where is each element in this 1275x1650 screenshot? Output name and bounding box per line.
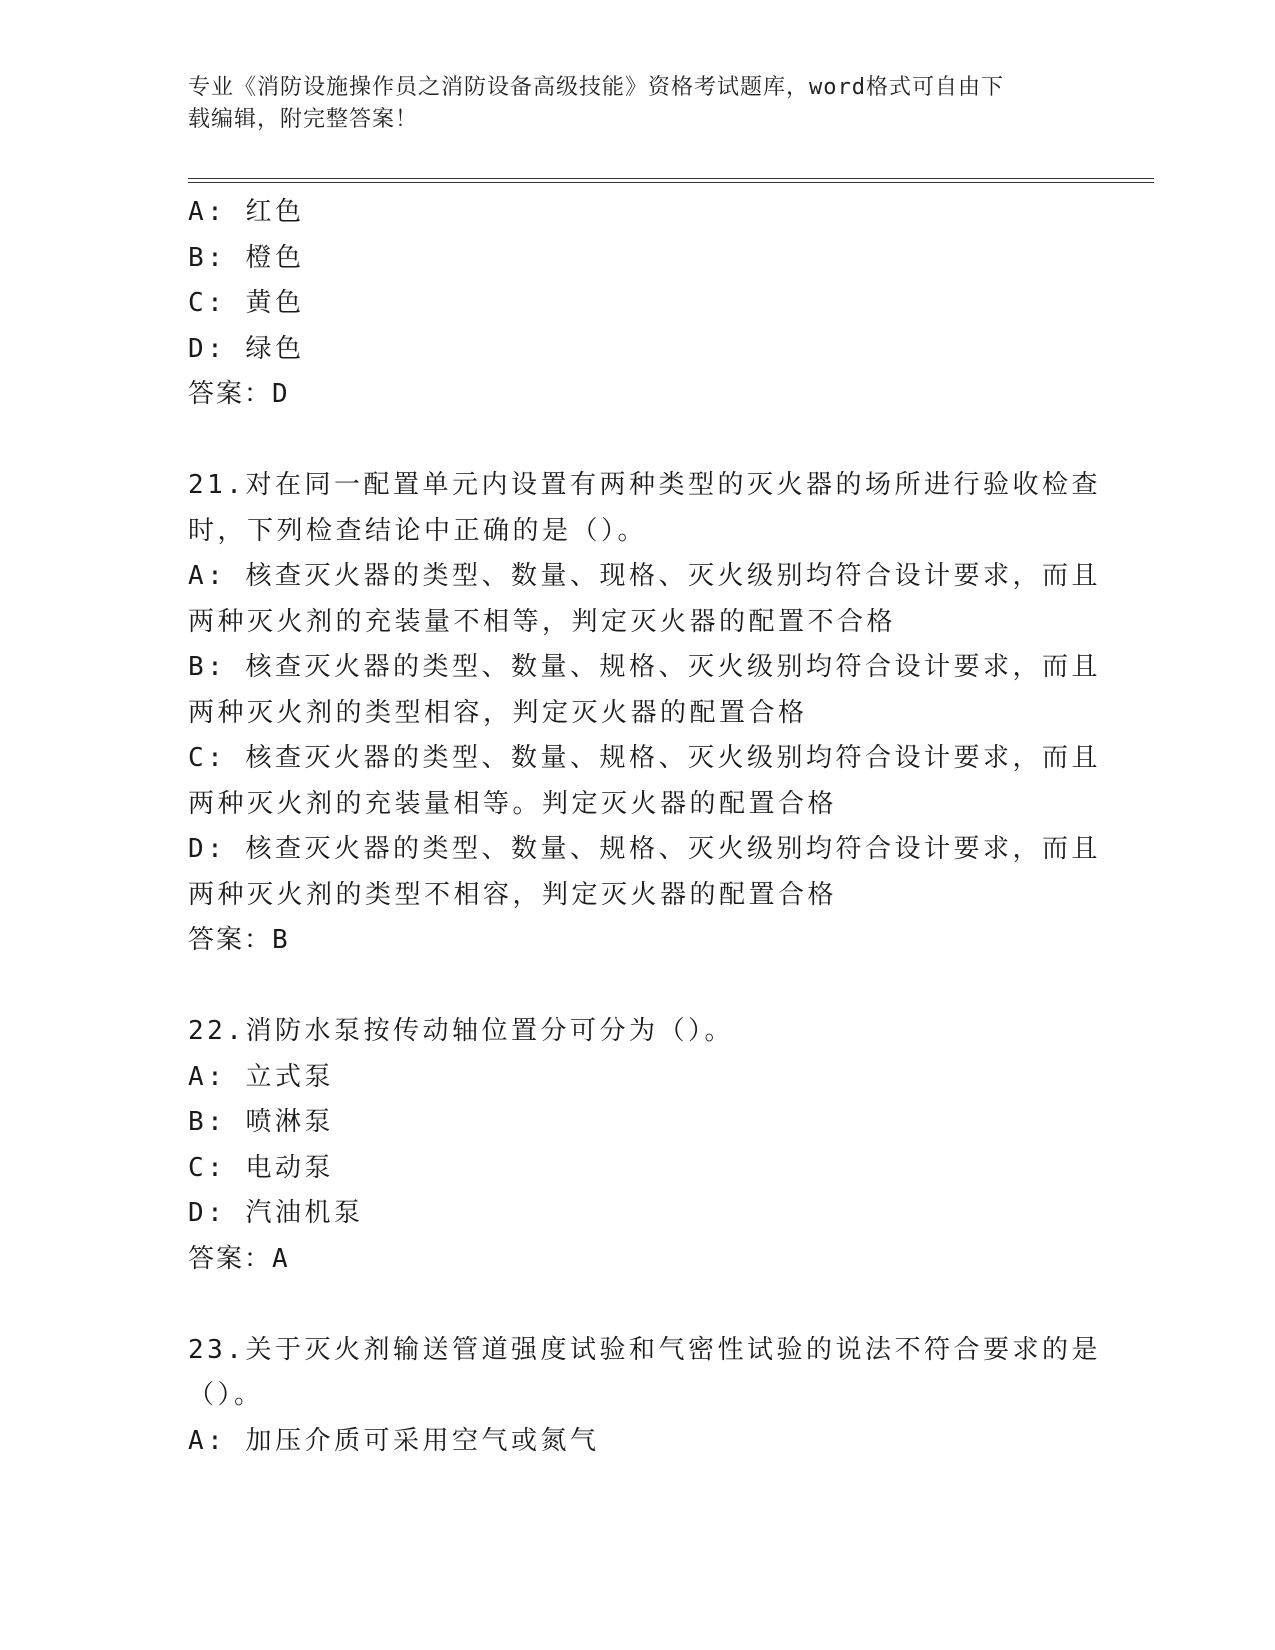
answer-label: 答案： — [188, 1243, 273, 1274]
option-d: D: 汽油机泵 — [188, 1198, 364, 1228]
option-b-continued: 两种灭火剂的类型相容，判定灭火器的配置合格 — [188, 697, 808, 728]
document-header — [188, 72, 1068, 136]
header-intro-line-2: 载编辑，附完整答案！ — [188, 107, 419, 132]
option-a-continued: 两种灭火剂的充装量不相等，判定灭火器的配置不合格 — [188, 606, 897, 637]
option-d: D: 绿色 — [188, 333, 305, 364]
header-intro-line-1: 专业《消防设施操作员之消防设备高级技能》资格考试题库，word格式可自由下 — [188, 75, 1004, 100]
option-a: A: 加压介质可采用空气或氮气 — [188, 1425, 600, 1456]
option-c: C: 黄色 — [188, 288, 305, 318]
option-b: B: 核查灭火器的类型、数量、规格、灭火级别均符合设计要求，而且 — [188, 652, 1101, 682]
option-a: A: 红色 — [188, 197, 305, 227]
question-21 — [188, 463, 1101, 964]
option-c-continued: 两种灭火剂的充装量相等。判定灭火器的配置合格 — [188, 788, 838, 819]
question-list — [188, 190, 1101, 1464]
option-c: C: 电动泵 — [188, 1152, 334, 1183]
question-stem-continued: 时，下列检查结论中正确的是（）。 — [188, 515, 648, 546]
answer-value: B — [272, 925, 289, 955]
option-a: A: 核查灭火器的类型、数量、现格、灭火级别均符合设计要求，而且 — [188, 561, 1101, 591]
answer-label: 答案： — [188, 925, 273, 955]
answer-value: A — [272, 1243, 289, 1274]
answer-value: D — [272, 379, 289, 409]
answer-label: 答案： — [188, 379, 273, 409]
option-d-continued: 两种灭火剂的类型不相容，判定灭火器的配置合格 — [188, 879, 838, 910]
header-divider-top — [188, 178, 1154, 179]
question-stem: 21.对在同一配置单元内设置有两种类型的灭火器的场所进行验收检查 — [188, 470, 1101, 500]
answer-line — [188, 372, 1088, 418]
option-b: B: 橙色 — [188, 242, 305, 273]
option-d: D: 核查灭火器的类型、数量、规格、灭火级别均符合设计要求，而且 — [188, 834, 1101, 864]
answer-line — [188, 918, 1088, 964]
answer-line — [188, 1237, 1088, 1283]
question-stem: 23.关于灭火剂输送管道强度试验和气密性试验的说法不符合要求的是 — [188, 1334, 1101, 1365]
question-stem: 22.消防水泵按传动轴位置分可分为（）。 — [188, 1016, 734, 1046]
question-20-tail — [188, 190, 1088, 418]
question-22 — [188, 1009, 1088, 1282]
question-stem-continued: （）。 — [188, 1380, 264, 1410]
option-a: A: 立式泵 — [188, 1061, 334, 1092]
option-c: C: 核查灭火器的类型、数量、规格、灭火级别均符合设计要求，而且 — [188, 743, 1101, 773]
question-23 — [188, 1328, 1101, 1465]
option-b: B: 喷淋泵 — [188, 1107, 334, 1137]
header-divider-bottom — [188, 182, 1154, 183]
